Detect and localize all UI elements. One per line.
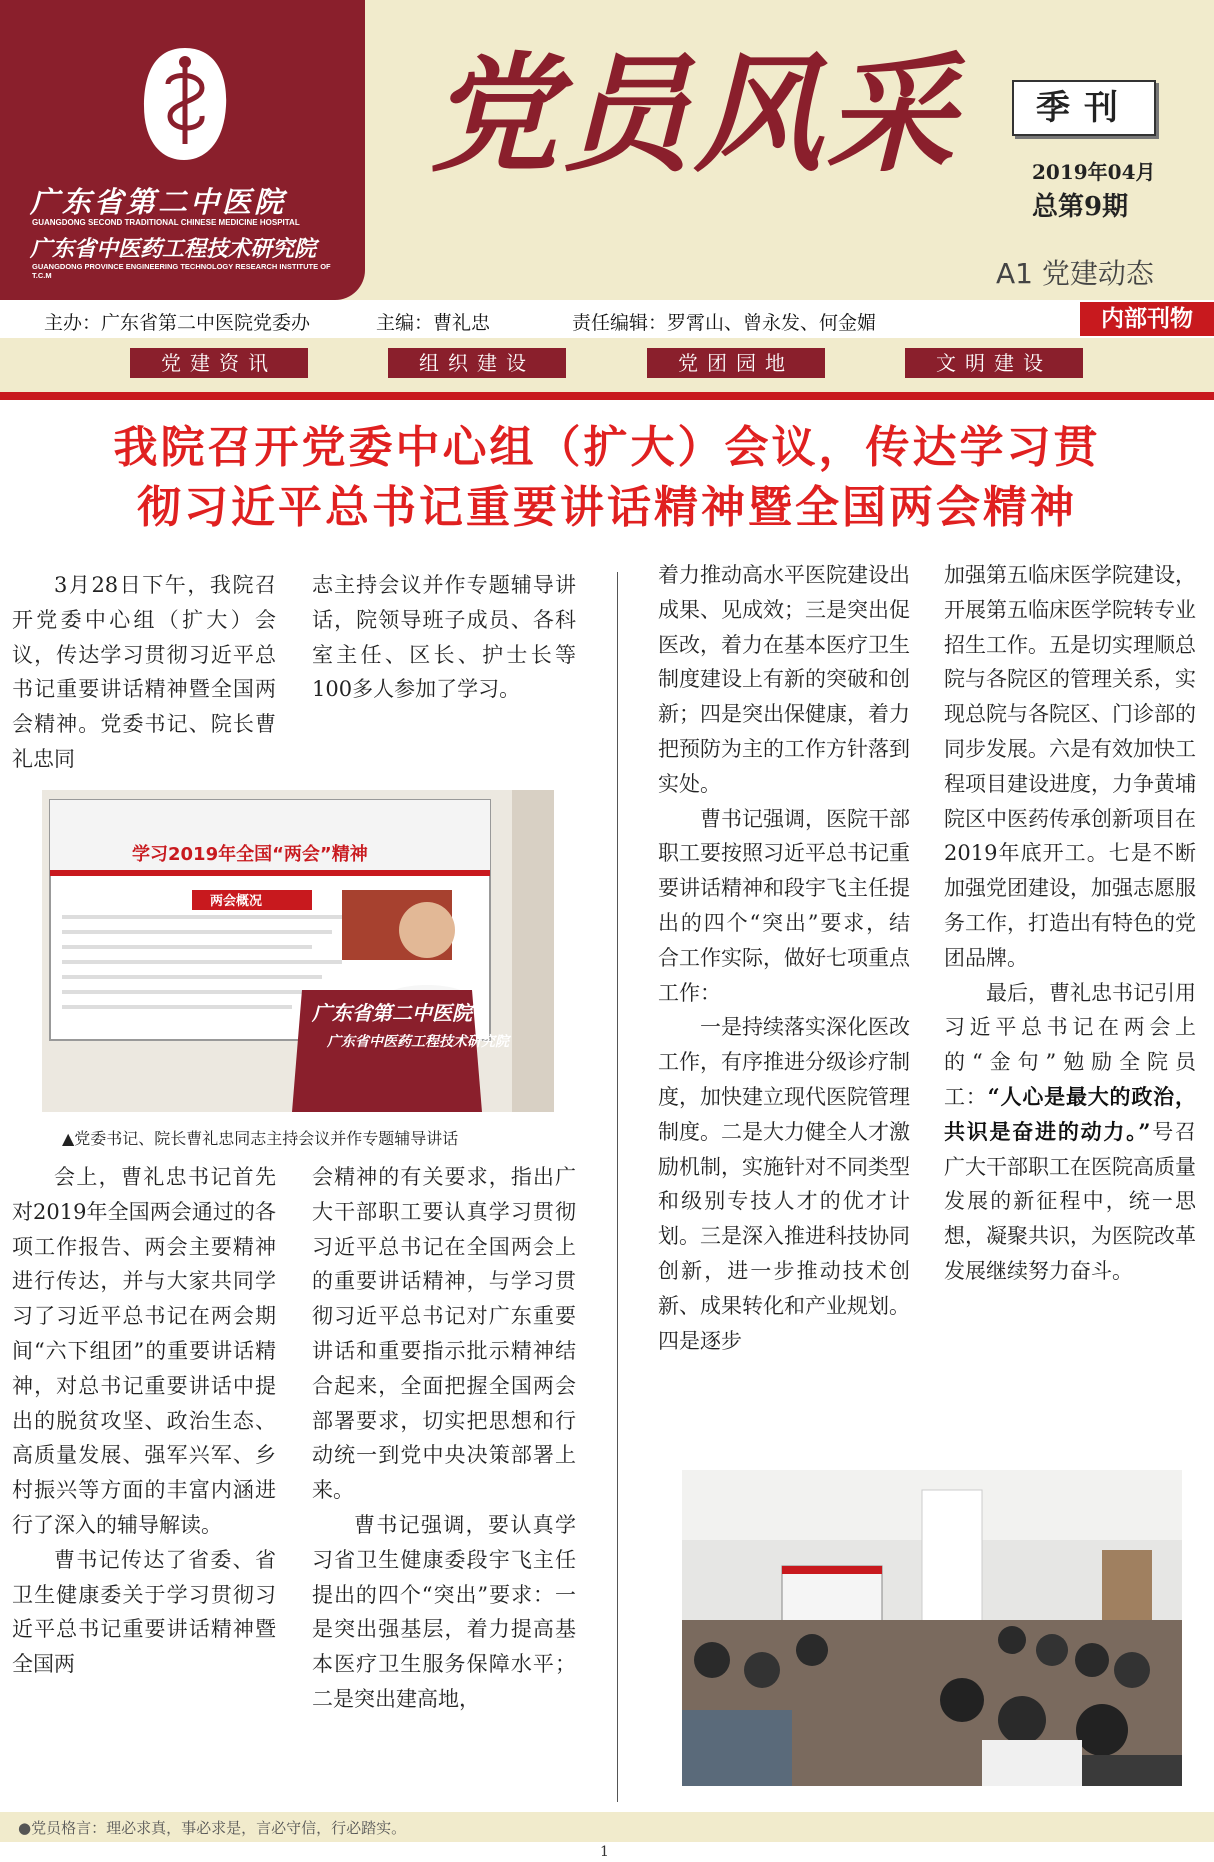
closing-text-b: 号召广大干部职工在医院高质量发展的新征程中，统一思想，凝聚共识，为医院改革发展继续努力奋斗。 [944, 1119, 1196, 1283]
paragraph: 曹书记强调，要认真学习省卫生健康委段宇飞主任提出的四个“突出”要求：一是突出强基层，着力提高基本医疗卫生服务保障水平；二是突出建高地， [312, 1512, 576, 1711]
article-headline [0, 418, 1214, 538]
column-4 [944, 558, 1196, 1289]
masthead-title: 党员风采 [430, 40, 959, 190]
meeting-speaker-photo [42, 790, 554, 1112]
column-1-top [12, 568, 276, 777]
podium-name: 广东省第二中医院 [312, 1001, 472, 1025]
tab-organization[interactable]: 组织建设 [388, 348, 566, 378]
issue-date: 2019年04月 [1032, 160, 1156, 184]
chief-editor-info: 主编：曹礼忠 [376, 312, 491, 334]
meeting-audience-photo [682, 1470, 1182, 1786]
paragraph [944, 976, 1196, 1289]
hospital-name-english: GUANGDONG SECOND TRADITIONAL CHINESE MEDICINE HOSPITAL [32, 218, 300, 227]
paragraph: 会上，曹礼忠书记首先对2019年全国两会通过的各项工作报告、两会主要精神进行传达，并与大家共同学习了习近平总书记在两会期间“六下组团”的重要讲话精神，对总书记重要讲话中提出的脱贫攻坚、政治生态、高质量发展、强军兴军、乡村振兴等方面的丰富内涵进行了深入的辅导解读。 [12, 1165, 276, 1537]
closing-text-a: 最后，曹礼忠书记引用习近平总书记在两会上的“金句”勉励全院员工： [944, 980, 1196, 1109]
tab-civilization[interactable]: 文明建设 [905, 348, 1083, 378]
hospital-name: 广东省第二中医院 [30, 185, 287, 219]
responsible-editors-info: 责任编辑：罗霄山、曾永发、何金媚 [572, 312, 877, 334]
paragraph: 志主持会议并作专题辅导讲话，院领导班子成员、各科室主任、区长、护士长等100多人参加了学习。 [312, 573, 576, 702]
paragraph: 一是持续落实深化医改工作，有序推进分级诊疗制度，加快建立现代医院管理制度。二是大力健全人才激励机制，实施针对不同类型和级别专技人才的优才计划。三是深入推进科技协同创新，进一步推动技术创新、成果转化和产业规划。四是逐步 [658, 1015, 910, 1353]
tab-party-news[interactable]: 党建资讯 [130, 348, 308, 378]
paragraph: 3月28日下午，我院召开党委中心组（扩大）会议，传达学习贯彻习近平总书记重要讲话精神暨全国两会精神。党委书记、院长曹礼忠同 [12, 573, 276, 771]
slide-title: 学习2019年全国“两会”精神 [132, 844, 368, 865]
hospital-emblem-icon [140, 44, 230, 164]
institute-name: 广东省中医药工程技术研究院 [30, 236, 317, 262]
issue-number: 总第9期 [1032, 192, 1129, 222]
internal-publication-badge: 内部刊物 [1080, 302, 1214, 336]
closing-quote: “人心是最大的政治，共识是奋进的动力。” [944, 1083, 1196, 1144]
column-divider [617, 572, 618, 1802]
paragraph: 曹书记传达了省委、省卫生健康委关于学习贯彻习近平总书记重要讲话精神暨全国两 [12, 1547, 276, 1677]
party-motto: ●党员格言：理必求真，事必求是，言必守信，行必踏实。 [18, 1819, 407, 1837]
column-3 [658, 558, 910, 1358]
paragraph: 会精神的有关要求，指出广大干部职工要认真学习贯彻习近平总书记在全国两会上的重要讲话精神，与学习贯彻习近平总书记对广东重要讲话和重要指示批示精神结合起来，全面把握全国两会部署要求，切实把思想和行动统一到党中央决策部署上来。 [312, 1165, 576, 1503]
page-number: 1 [600, 1844, 609, 1860]
column-1-bottom [12, 1160, 276, 1682]
photo-caption: ▲党委书记、院长曹礼忠同志主持会议并作专题辅导讲话 [62, 1129, 459, 1148]
tab-party-youth[interactable]: 党团园地 [647, 348, 825, 378]
paragraph: 着力推动高水平医院建设出成果、见成效；三是突出促医改，着力在基本医疗卫生制度建设上有新的突破和创新；四是突出保健康，着力把预防为主的工作方针落到实处。 [658, 563, 910, 796]
headline-line-2: 彻习近平总书记重要讲话精神暨全国两会精神 [137, 482, 1077, 533]
podium-subname: 广东省中医药工程技术研究院 [327, 1034, 509, 1050]
section-label: A1 党建动态 [996, 257, 1154, 290]
paragraph: 加强第五临床医学院建设，开展第五临床医学院转专业招生工作。五是切实理顺总院与各院区的管理关系，实现总院与各院区、门诊部的同步发展。六是有效加快工程项目建设进度，力争黄埔院区中医药传承创新项目在2019年底开工。七是不断加强党团建设，加强志愿服务工作，打造出有特色的党团品牌。 [944, 563, 1196, 970]
paragraph: 曹书记强调，医院干部职工要按照习近平总书记重要讲话精神和段宇飞主任提出的四个“突出”要求，结合工作实际，做好七项重点工作： [658, 806, 910, 1005]
slide-subtitle: 两会概况 [210, 894, 263, 909]
column-2-top [312, 568, 576, 707]
headline-line-1: 我院召开党委中心组（扩大）会议，传达学习贯 [113, 422, 1101, 473]
quarterly-label: 季刊 [1012, 80, 1156, 136]
column-2-bottom [312, 1160, 576, 1717]
publisher-info: 主办：广东省第二中医院党委办 [44, 312, 311, 334]
institute-name-english: GUANGDONG PROVINCE ENGINEERING TECHNOLOGY RESEARCH INSTITUTE OF T.C.M [32, 262, 331, 280]
